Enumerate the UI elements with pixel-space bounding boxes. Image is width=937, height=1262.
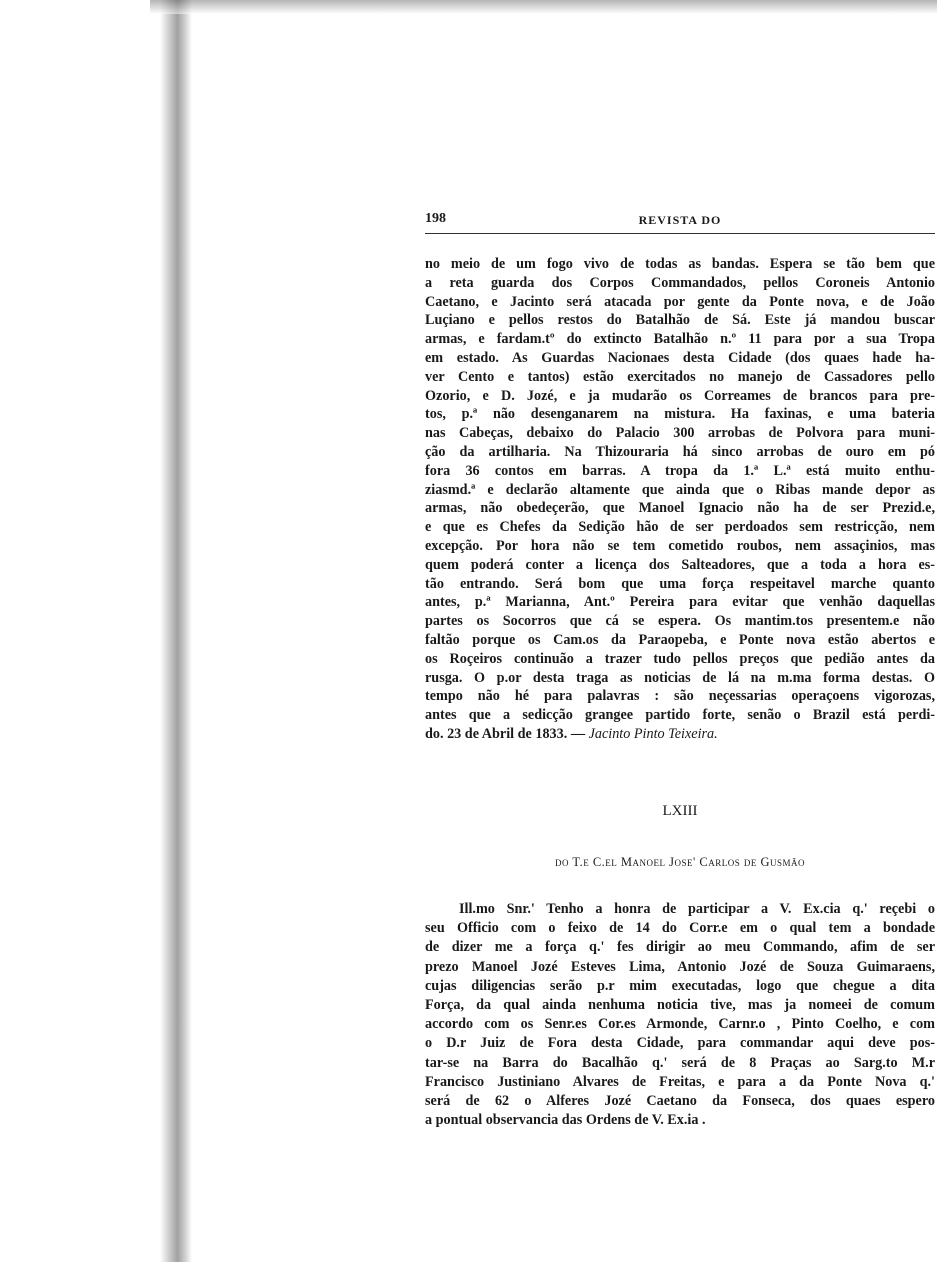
line-text: o D.r Juiz de Fora desta Cidade, para commandar aqui deve pos- <box>425 1035 935 1052</box>
text-line <box>425 368 935 387</box>
line-text: Força, da qual ainda nenhuma noticia tive, mas ja nomeei de comum <box>425 996 935 1013</box>
line-text: nas Cabeças, debaixo do Palacio 300 arrobas de Polvora para muni- <box>425 425 935 442</box>
document-heading: do T.e C.el Manoel Jose' Carlos de Gusmão <box>554 855 806 869</box>
line-text: Ill.mo Snr.' Tenho a honra de participar a V. Ex.cia q.' reçebi o <box>459 901 935 917</box>
line-text: os Roçeiros continuão a trazer tudo pellos preços que pedião antes da <box>425 650 935 667</box>
line-text: quem poderá conter a licença dos Salteadores, que a toda a hora es- <box>425 556 935 573</box>
line-text: antes que a sedicção grangee partido forte, senão o Brazil está perdi- <box>425 707 935 724</box>
header-rule <box>425 233 935 234</box>
line-text: armas, e fardam.tº do extincto Batalhão n.º 11 para por a sua Tropa <box>425 331 935 348</box>
text-line <box>425 311 935 330</box>
text-line <box>425 1111 935 1130</box>
text-line <box>425 938 935 957</box>
line-text: no meio de um fogo vivo de todas as bandas. Espera se tão bem que <box>425 256 935 272</box>
text-line <box>425 977 935 996</box>
text-line <box>425 499 935 518</box>
text-line <box>425 349 935 368</box>
text-line <box>425 1073 935 1092</box>
text-line <box>425 725 935 744</box>
line-text: ziasmd.ª e declarão altamente que ainda que o Ribas mande depor as <box>425 481 935 498</box>
text-line <box>425 1034 935 1053</box>
line-text: Ozorio, e D. Jozé, e ja mudarão os Correames de brancos para pre- <box>425 387 935 404</box>
letter-1-body <box>425 255 935 744</box>
line-text: será de 62 o Alferes Jozé Caetano da Fonseca, dos quaes espero <box>425 1092 935 1109</box>
page-number: 198 <box>425 211 446 226</box>
text-line <box>425 669 935 688</box>
text-line <box>425 330 935 349</box>
text-line <box>425 518 935 537</box>
line-text: Caetano, e Jacinto será atacada por gente da Ponte nova, e de João <box>425 293 935 310</box>
line-text: a reta guarda dos Corpos Commandados, pellos Coroneis Antonio <box>425 274 935 291</box>
text-line <box>425 919 935 938</box>
line-text: ver Cento e tantos) estão exercitados no manejo de Cassadores pello <box>425 368 935 385</box>
line-text: ção da artilharia. Na Thizouraria há sinco arrobas de ouro em pó <box>425 443 935 460</box>
line-text: em estado. As Guardas Nacionaes desta Cidade (dos quaes hade ha- <box>425 349 935 366</box>
text-line <box>425 900 935 919</box>
text-line <box>425 593 935 612</box>
text-line <box>425 443 935 462</box>
text-line <box>425 481 935 500</box>
letter-2-body <box>425 900 935 1130</box>
text-line <box>425 631 935 650</box>
text-line <box>425 706 935 725</box>
line-text: Francisco Justiniano Alvares de Freitas, e para a da Ponte Nova q.' <box>425 1073 935 1090</box>
text-line <box>425 958 935 977</box>
text-line <box>425 293 935 312</box>
text-line <box>425 687 935 706</box>
line-text: tempo não hé para palavras : são neçessarias operaçoens vigorozas, <box>425 688 935 705</box>
line-text: tão entrando. Será bom que uma força respeitavel marche quanto <box>425 575 935 592</box>
text-line <box>425 612 935 631</box>
line-text: prezo Manoel Jozé Esteves Lima, Antonio Jozé de Souza Guimaraens, <box>425 958 935 975</box>
line-text: partes os Socorros que cá se espera. Os mantim.tos presentem.e não <box>425 613 935 630</box>
line-text: armas, não obedeçerão, que Manoel Ignacio não ha de ser Prezid.e, <box>425 500 935 517</box>
text-line <box>425 387 935 406</box>
line-text: tar-se na Barra do Bacalhão q.' será de 8 Praças ao Sarg.to M.r <box>425 1054 935 1071</box>
line-text: fora 36 contos em barras. A tropa da 1.ª L.ª está muito enthu- <box>425 462 935 479</box>
line-text: cujas diligencias serão p.r mim executadas, logo que chegue a dita <box>425 977 935 994</box>
running-title: REVISTA DO <box>638 213 722 227</box>
line-text: antes, p.ª Marianna, Ant.º Pereira para evitar que venhão daquellas <box>425 594 935 611</box>
line-text: Luçiano e pellos restos do Batalhão de Sá. Este já mandou buscar <box>425 312 935 329</box>
text-line <box>425 1054 935 1073</box>
scan-top-shadow <box>150 0 937 14</box>
line-text: seu Officio com o feixo de 14 do Corr.e em o qual tem a bondade <box>425 920 935 937</box>
text-line <box>425 255 935 274</box>
signature: Jacinto Pinto Teixeira. <box>588 725 718 742</box>
text-line <box>425 996 935 1015</box>
text-line <box>425 575 935 594</box>
text-line <box>425 462 935 481</box>
line-text: a pontual observancia das Ordens de V. Ex.ia . <box>425 1112 706 1129</box>
line-text: de dizer me a força q.' fes dirigir ao meu Commando, afim de ser <box>425 939 935 956</box>
text-line <box>425 650 935 669</box>
text-line <box>425 537 935 556</box>
text-line <box>425 556 935 575</box>
text-line <box>425 405 935 424</box>
text-line <box>425 1015 935 1034</box>
text-line <box>425 424 935 443</box>
line-text: excepção. Por hora não se tem cometido roubos, nem assaçinios, mas <box>425 537 935 554</box>
line-text: e que es Chefes da Sedição hão de ser perdoados sem restricção, nem <box>425 519 935 536</box>
text-line <box>425 274 935 293</box>
line-text: rusga. O p.or desta traga as noticias de lá na m.ma forma destas. O <box>425 669 935 686</box>
page-header <box>425 211 935 231</box>
line-text: faltão porque os Cam.os da Paraopeba, e Ponte nova estão abertos e <box>425 631 935 648</box>
document-numeral: LXIII <box>662 803 698 819</box>
line-text: tos, p.ª não desenganarem na mistura. Ha faxinas, e uma bateria <box>425 406 935 423</box>
text-line <box>425 1092 935 1111</box>
line-text: accordo com os Senr.es Cor.es Armonde, Carnr.o , Pinto Coelho, e com <box>425 1016 935 1033</box>
line-text: do. 23 de Abril de 1833. — <box>425 725 586 742</box>
book-binding-shadow <box>160 0 192 1262</box>
